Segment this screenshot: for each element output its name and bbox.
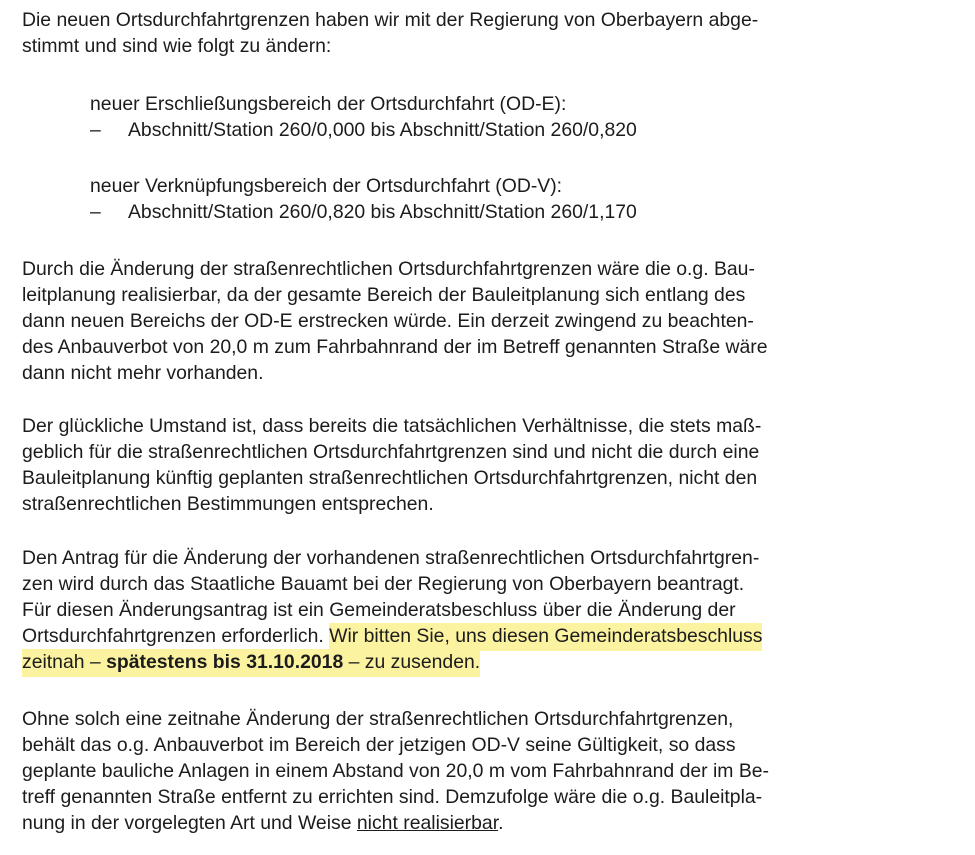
- od-v-dash: –: [90, 201, 101, 223]
- paragraph-5-line-4: treff genannten Straße entfernt zu errichten sind. Demzufolge wäre die o.g. Bauleitpla-: [22, 786, 763, 808]
- paragraph-3-line-2: geblich für die straßenrechtlichen Ortsdurchfahrtgrenzen sind und nicht die durch eine: [22, 441, 760, 463]
- paragraph-4-line-2: zen wird durch das Staatliche Bauamt bei der Regierung von Oberbayern beantragt.: [22, 573, 745, 595]
- od-e-heading: neuer Erschließungsbereich der Ortsdurchfahrt (OD-E):: [90, 93, 567, 115]
- od-v-item: Abschnitt/Station 260/0,820 bis Abschnitt/Station 260/1,170: [128, 201, 637, 223]
- paragraph-5-line-2: behält das o.g. Anbauverbot im Bereich der jetzigen OD-V seine Gültigkeit, so dass: [22, 734, 736, 756]
- paragraph-3-line-1: Der glückliche Umstand ist, dass bereits die tatsächlichen Verhältnisse, die stets maß-: [22, 415, 762, 437]
- paragraph-5-line-1: Ohne solch eine zeitnahe Änderung der straßenrechtlichen Ortsdurchfahrtgrenzen,: [22, 708, 734, 730]
- underlined-not-realizable: nicht realisierbar: [356, 812, 499, 834]
- highlighted-deadline-prefix: zeitnah –: [22, 649, 106, 677]
- paragraph-2-line-1: Durch die Änderung der straßenrechtlichen Ortsdurchfahrtgrenzen wäre die o.g. Bau-: [22, 258, 755, 280]
- od-e-dash: –: [90, 119, 101, 141]
- paragraph-4-line-1: Den Antrag für die Änderung der vorhandenen straßenrechtlichen Ortsdurchfahrtgren-: [22, 547, 760, 569]
- paragraph-3-line-4: straßenrechtlichen Bestimmungen entsprechen.: [22, 493, 434, 515]
- paragraph-4-line-3: Für diesen Änderungsantrag ist ein Gemeinderatsbeschluss über die Änderung der: [22, 599, 736, 621]
- paragraph-3-line-3: Bauleitplanung künftig geplanten straßenrechtlichen Ortsdurchfahrtgrenzen, nicht den: [22, 467, 758, 489]
- paragraph-4-line-4-text: Ortsdurchfahrtgrenzen erforderlich.: [22, 625, 330, 647]
- paragraph-4-line-4: [22, 623, 762, 649]
- paragraph-5-line-5-text: nung in der vorgelegten Art und Weise: [22, 812, 357, 834]
- paragraph-5-line-3: geplante bauliche Anlagen in einem Abstand von 20,0 m vom Fahrbahnrand der im Be-: [22, 760, 770, 782]
- paragraph-2-line-2: leitplanung realisierbar, da der gesamte Bereich der Bauleitplanung sich entlang des: [22, 284, 746, 306]
- paragraph-5-period: .: [498, 812, 504, 834]
- paragraph-4-line-5: [22, 649, 480, 675]
- od-e-item: Abschnitt/Station 260/0,000 bis Abschnitt/Station 260/0,820: [128, 119, 637, 141]
- paragraph-2-line-5: dann nicht mehr vorhanden.: [22, 362, 264, 384]
- od-v-heading: neuer Verknüpfungsbereich der Ortsdurchfahrt (OD-V):: [90, 175, 563, 197]
- paragraph-1-line-2: stimmt und sind wie folgt zu ändern:: [22, 35, 332, 57]
- paragraph-5-line-5: [22, 810, 503, 836]
- deadline-bold-text: spätestens bis 31.10.2018: [106, 649, 343, 677]
- paragraph-2-line-4: des Anbauverbot von 20,0 m zum Fahrbahnrand der im Betreff genannten Straße wäre: [22, 336, 768, 358]
- paragraph-2-line-3: dann neuen Bereichs der OD-E erstrecken würde. Ein derzeit zwingend zu beachten-: [22, 310, 754, 332]
- paragraph-1-line-1: Die neuen Ortsdurchfahrtgrenzen haben wir mit der Regierung von Oberbayern abge-: [22, 9, 759, 31]
- highlighted-request-text: Wir bitten Sie, uns diesen Gemeinderatsbeschluss: [329, 623, 762, 651]
- highlighted-deadline-suffix: – zu zusenden.: [343, 649, 480, 677]
